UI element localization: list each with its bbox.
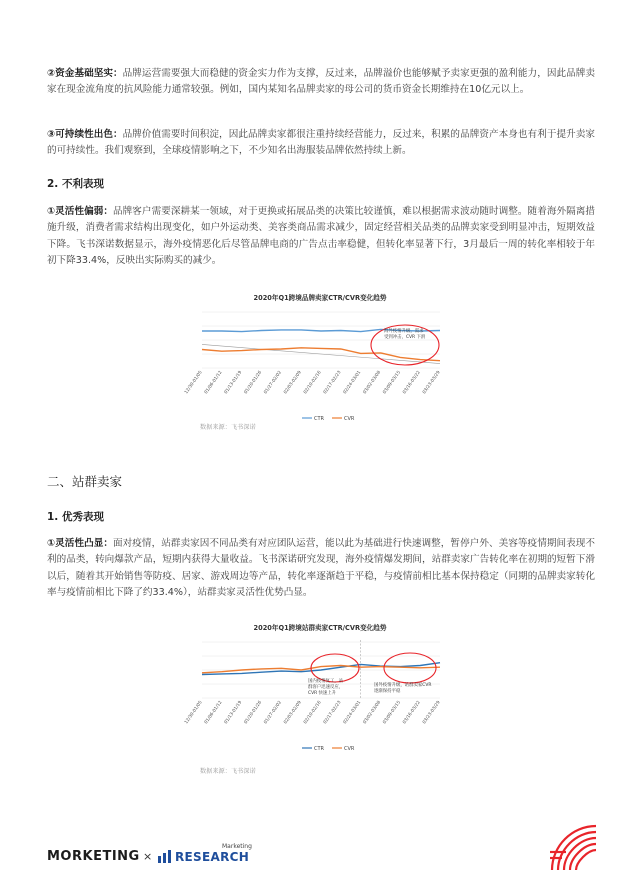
x-tick-label: 12/30-01/05 bbox=[184, 370, 204, 396]
chart-annotation: 群客户迅速反应， bbox=[308, 685, 344, 690]
chart-station-seller-svg bbox=[184, 620, 450, 760]
x-tick-label: 02/10-02/16 bbox=[303, 700, 323, 726]
paragraph-title: ③可持续性出色： bbox=[47, 129, 123, 140]
x-tick-label: 02/10-02/16 bbox=[303, 370, 323, 396]
x-tick-label: 01/13-01/19 bbox=[223, 700, 244, 726]
x-tick-label: 03/02-03/08 bbox=[362, 370, 383, 396]
x-tick-label: 03/16-03/22 bbox=[402, 370, 422, 396]
x-tick-label: 01/06-01/12 bbox=[203, 370, 224, 396]
research-bars-icon bbox=[158, 850, 174, 863]
x-tick-label: 03/09-03/15 bbox=[382, 370, 402, 396]
x-tick-label: 01/20-01/26 bbox=[243, 700, 264, 726]
chart-source: 数据来源：飞书深诺 bbox=[200, 424, 256, 431]
x-tick-label: 01/20-01/26 bbox=[243, 370, 264, 396]
legend-label-cvr: CVR bbox=[344, 416, 355, 422]
chart-brand-seller bbox=[184, 290, 450, 430]
paragraph-text: 面对疫情，站群卖家因不同品类有对应团队运营，能以此为基础进行快速调整，暂停户外、美容等疫情期间表现不利的品类，转向爆款产品，短期内获得大量收益。飞书深诺研究发现，海外疫情爆发期间，站群卖家广告转化率在初期的短暂下滑以后，随着其开始销售等防疫、居家、游戏周边等产品，转化率逐渐趋于平稳，与疫情前相比基本保持稳定（同期的品牌卖家转化率与疫情前相比下降了约33.4%），站群卖家灵活性优势凸显。 bbox=[47, 538, 595, 599]
x-tick-label: 03/09-03/15 bbox=[382, 700, 402, 726]
legend-label-ctr: CTR bbox=[314, 746, 325, 752]
legend-label-ctr: CTR bbox=[314, 416, 325, 422]
chart-annotation: 受到冲击，CVR 下滑 bbox=[384, 335, 426, 340]
chart-annotation: 逐渐保持平稳 bbox=[374, 689, 401, 694]
paragraph-flexibility-strong bbox=[47, 536, 595, 602]
morketing-logo: MORKETING bbox=[47, 849, 140, 864]
footer-times: × bbox=[143, 850, 153, 863]
chart-annotation: 国内疫情复工，站 bbox=[308, 679, 344, 684]
section-heading-station-group: 二、站群卖家 bbox=[47, 474, 123, 489]
paragraph-title: ①灵活性偏弱： bbox=[47, 206, 114, 217]
x-tick-label: 02/03-02/09 bbox=[283, 700, 303, 726]
x-tick-label: 03/02-03/08 bbox=[362, 700, 383, 726]
chart-title: 2020年Q1跨境品牌卖家CTR/CVR变化趋势 bbox=[253, 294, 387, 302]
x-tick-label: 01/27-02/02 bbox=[263, 370, 283, 396]
chart-station-seller bbox=[184, 620, 450, 760]
chart-annotation: 海外疫情升级，需求 bbox=[384, 329, 424, 334]
x-tick-label: 02/03-02/09 bbox=[283, 370, 303, 396]
x-tick-label: 03/16-03/22 bbox=[402, 700, 422, 726]
paragraph-flexibility-weak bbox=[47, 204, 595, 270]
heading-unfavorable: 2. 不利表现 bbox=[47, 178, 104, 190]
chart-brand-seller-svg bbox=[184, 290, 450, 430]
x-tick-label: 01/27-02/02 bbox=[263, 700, 283, 726]
paragraph-text: 品牌运营需要强大而稳健的资金实力作为支撑，反过来，品牌溢价也能够赋予卖家更强的盈利能力，因此品牌卖家在现金流角度的抗风险能力通常较强。例如，国内某知名品牌卖家的母公司的货币资金长期维持在10亿元以上。 bbox=[47, 68, 595, 96]
x-tick-label: 03/23-03/29 bbox=[422, 700, 442, 726]
x-tick-label: 12/30-01/05 bbox=[184, 700, 204, 726]
chart-source: 数据来源：飞书深诺 bbox=[200, 768, 256, 775]
heading-excellent: 1. 优秀表现 bbox=[47, 511, 104, 523]
x-tick-label: 01/13-01/19 bbox=[223, 370, 244, 396]
chart-annotation: CVR 快速上升 bbox=[308, 691, 337, 696]
research-logo-small: Marketing bbox=[222, 843, 252, 850]
x-tick-label: 02/24-03/01 bbox=[342, 700, 363, 726]
x-tick-label: 01/06-01/12 bbox=[203, 700, 224, 726]
x-tick-label: 03/23-03/29 bbox=[422, 370, 442, 396]
x-tick-label: 02/17-02/23 bbox=[322, 700, 343, 726]
series-line-ctr bbox=[202, 663, 440, 675]
paragraph-sustainability bbox=[47, 127, 595, 160]
paragraph-title: ②资金基础坚实： bbox=[47, 68, 123, 79]
chart-annotation: 国外疫情升级，站群卖家CVR bbox=[374, 683, 432, 688]
paragraph-capital bbox=[47, 66, 595, 99]
paragraph-title: ①灵活性凸显： bbox=[47, 538, 114, 549]
legend-label-cvr: CVR bbox=[344, 746, 355, 752]
paragraph-text: 品牌价值需要时间积淀，因此品牌卖家都很注重持续经营能力，反过来，积累的品牌资产本身也有利于提升卖家的可持续性。我们观察到，全球疫情影响之下，不少知名出海服装品牌依然持续上新。 bbox=[47, 129, 595, 157]
corner-decoration-icon bbox=[548, 822, 600, 874]
x-tick-label: 02/17-02/23 bbox=[322, 370, 343, 396]
paragraph-text: 品牌客户需要深耕某一领域，对于更换或拓展品类的决策比较谨慎，难以根据需求波动随时调整。随着海外隔离措施升级，消费者需求结构出现变化，如户外运动类、美容类商品需求减少，固定经营相关品类的品牌卖家受到明显冲击，短期效益下降。飞书深诺数据显示，海外疫情恶化后尽管品牌电商的广告点击率稳健，但转化率显著下行，3月最后一周的转化率相较于年初下降33.4%，反映出实际购买的减少。 bbox=[47, 206, 595, 267]
research-logo: RESEARCH bbox=[175, 850, 250, 864]
x-tick-label: 02/24-03/01 bbox=[342, 370, 363, 396]
chart-title: 2020年Q1跨境站群卖家CTR/CVR变化趋势 bbox=[253, 624, 387, 632]
